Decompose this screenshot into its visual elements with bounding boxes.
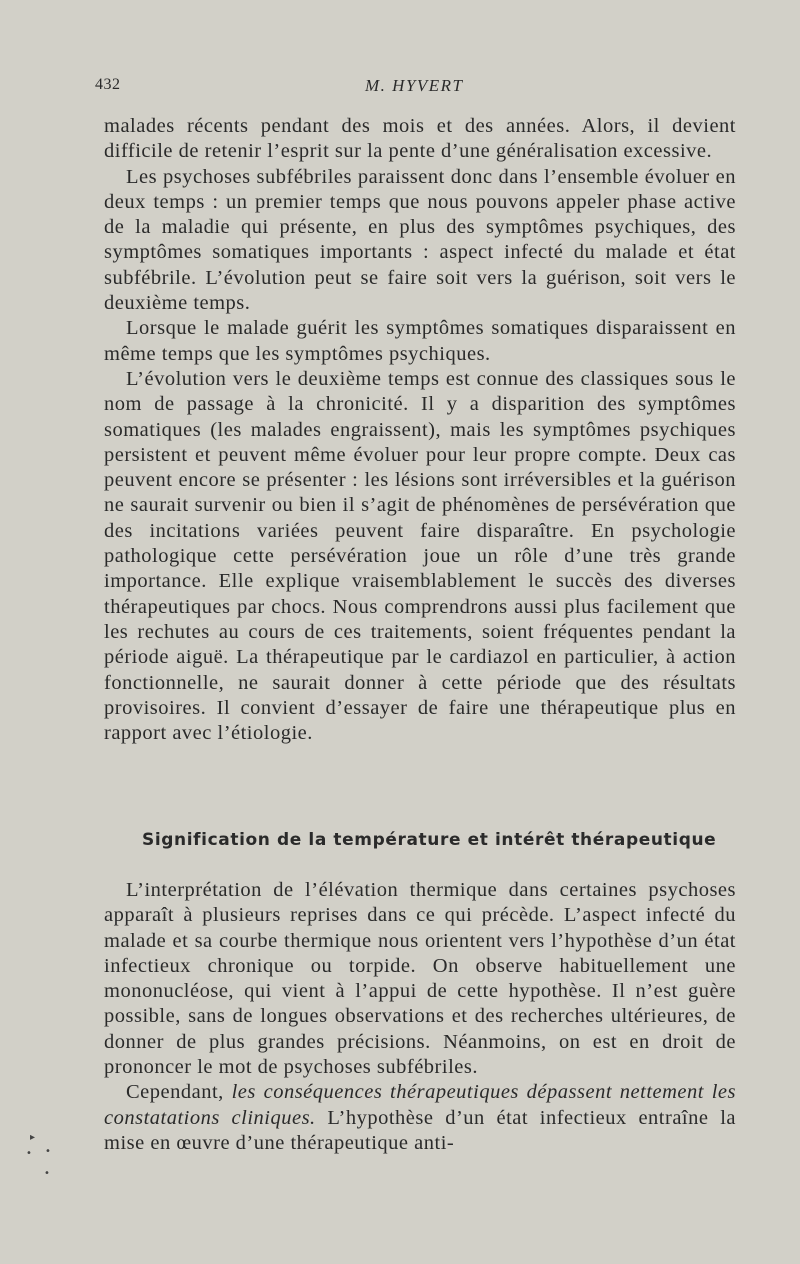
paragraph-1: malades récents pendant des mois et des années. Alors, il devient difficile de retenir l’esprit sur la pente d’une généralisation excessive.	[104, 115, 736, 163]
page-header	[95, 76, 715, 100]
body-text-upper	[104, 114, 736, 746]
margin-speck-mark: •	[44, 1168, 50, 1179]
section-heading: Signification de la température et intérêt thérapeutique	[142, 830, 717, 850]
running-head: M. HYVERT	[365, 76, 464, 95]
paragraph-6	[104, 1080, 736, 1156]
margin-speck-mark: ▸	[30, 1132, 36, 1143]
paragraph-4: L’évolution vers le deuxième temps est connue des classiques sous le nom de passage à la chronicité. Il y a disparition des symptômes somatiques (les malades engraissent), mais les symptômes psychiques persistent et peuvent même évoluer pour leur propre compte. Deux cas peuvent encore se présenter : les lésions sont irréversibles et la guérison ne saurait survenir ou bien il s’agit de phénomènes de persévération que des incitations variées peuvent faire disparaître. En psychologie pathologique cette persévération joue un rôle d’une très grande importance. Elle explique vraisemblablement le succès des diverses thérapeutiques par chocs. Nous comprendrons aussi plus facilement que les rechutes au cours de ces traitements, soient fréquentes pendant la période aiguë. La thérapeutique par le cardiazol en particulier, à action fonctionnelle, ne saurait donner à cette période que des résultats provisoires. Il convient d’essayer de faire une thérapeutique plus en rapport avec l’étiologie.	[104, 367, 736, 745]
paragraph-6-italic: les conséquences thérapeutiques dépassent nettement les constatations cliniques.	[104, 1081, 736, 1129]
paragraph-2: Les psychoses subfébriles paraissent donc dans l’ensemble évoluer en deux temps : un premier temps que nous pouvons appeler phase active de la maladie qui présente, en plus des symptômes psychiques, des symptômes somatiques importants : aspect infecté du malade et état subfébrile. L’évolution peut se faire soit vers la guérison, soit vers le deuxième temps.	[104, 165, 736, 315]
paragraph-6-end: L’hypothèse d’un état infectieux entraîne la mise en œuvre d’une thérapeutique anti-	[104, 1106, 736, 1154]
page-number: 432	[95, 76, 121, 93]
margin-speck-mark: •	[45, 1146, 51, 1157]
paragraph-5: L’interprétation de l’élévation thermique dans certaines psychoses apparaît à plusieurs reprises dans ce qui précède. L’aspect infecté du malade et sa courbe thermique nous orientent vers l’hypothèse d’un état infectieux chronique ou torpide. On observe habituellement une mononucléose, qui vient à l’appui de cette hypothèse. Il n’est guère possible, sans de longues observations et des recherches ultérieures, de donner de plus grandes précisions. Néanmoins, on est en droit de prononcer le mot de psychoses subfébriles.	[104, 879, 736, 1079]
paragraph-6-start: Cependant,	[126, 1081, 232, 1104]
paragraph-3: Lorsque le malade guérit les symptômes somatiques disparaissent en même temps que les symptômes psychiques.	[104, 317, 736, 365]
body-text-lower	[104, 878, 736, 1156]
margin-speck-mark: •	[26, 1148, 32, 1159]
